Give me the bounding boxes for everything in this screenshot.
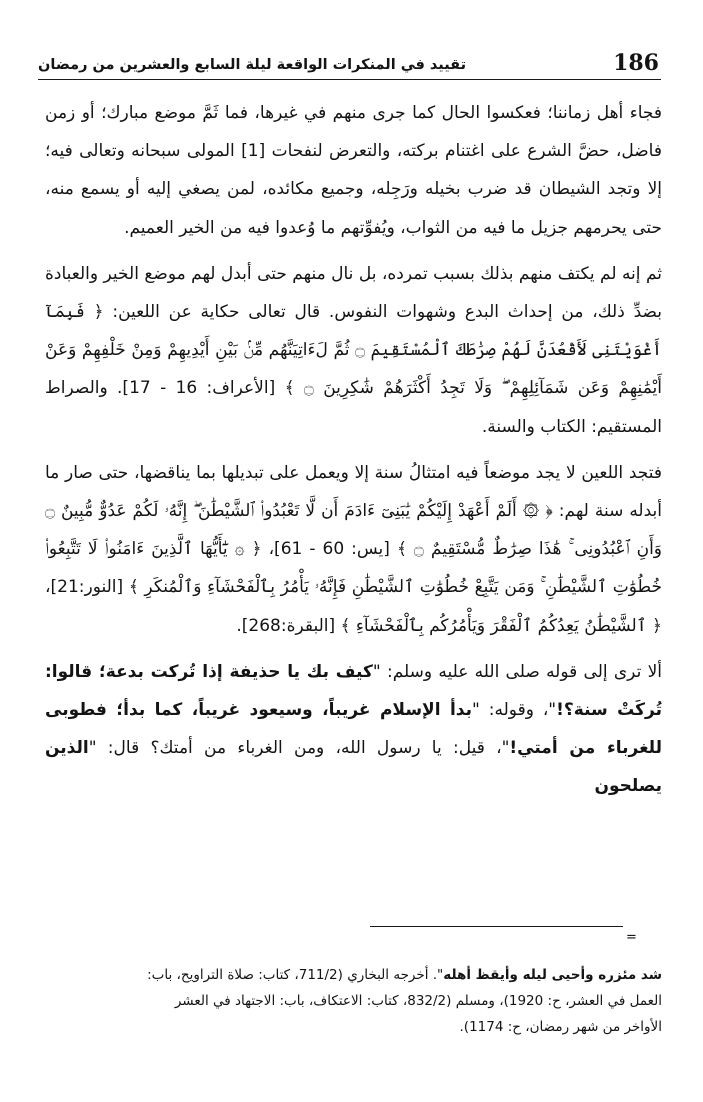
paragraph-4-text-a: ألا ترى إلى قوله صلى الله عليه وسلم: " (372, 661, 662, 682)
citation-nur: [النور:21]، (45, 577, 129, 598)
main-text (45, 94, 662, 806)
citation-yasin: [يس: 60 - 61]، (261, 539, 397, 560)
quran-verse-yasin-60-61: ﴿ ۞ أَلَمْ أَعْهَدْ إِلَيْكُمْ يَٰبَنِىٓ ءَادَمَ أَن لَّا تَعْبُدُوا۟ ٱلشَّيْطَٰنَ ۖ إِنَّهُۥ لَكُمْ عَدُوٌّ مُّبِينٌ ۝ وَأَنِ ٱعْبُدُونِى ۚ هَٰذَا صِرَٰطٌ مُّسْتَقِيمٌ ۝ ﴾ (45, 501, 662, 560)
paragraph-4-text-b: "، وقوله: " (472, 700, 557, 721)
footnote-line-1 (45, 962, 662, 988)
page-number: 186 (613, 50, 659, 76)
paragraph-2 (45, 255, 662, 446)
hadith-continuation: الذين يصلحون (45, 738, 662, 797)
footnote-line-2: العمل في العشر، ح: 1920)، ومسلم (832/2، كتاب: الاعتكاف، باب: الاجتهاد في العشر (174, 993, 662, 1009)
footnote-continuation-mark: = (626, 930, 637, 945)
quran-verse-araf-16-17: ﴿ فَبِمَآ أَغْوَيْتَنِى لَأَقْعُدَنَّ لَهُمْ صِرَٰطَكَ ٱلْمُسْتَقِيمَ ۝ ثُمَّ لَءَاتِيَنَّهُم مِّنۢ بَيْنِ أَيْدِيهِمْ وَمِنْ خَلْفِهِمْ وَعَنْ أَيْمَٰنِهِمْ وَعَن شَمَآئِلِهِمْ ۖ وَلَا تَجِدُ أَكْثَرَهُمْ شَٰكِرِينَ ۝ ﴾ (45, 302, 662, 399)
header-rule (38, 79, 661, 80)
paragraph-3 (45, 454, 662, 645)
quran-verse-baqara-268: ﴿ ٱلشَّيْطَٰنُ يَعِدُكُمُ ٱلْفَقْرَ وَيَأْمُرُكُم بِٱلْفَحْشَآءِ ﴾ (340, 615, 662, 636)
paragraph-1 (45, 94, 662, 247)
paragraph-4-text-c: "، قيل: يا رسول الله، ومن الغرباء من أمتك؟ قال: " (88, 738, 510, 759)
citation-baqara: [البقرة:268]. (236, 615, 341, 636)
page-header (38, 46, 661, 80)
paragraph-2-text-b: [الأعراف: 16 - 17]. والصراط المستقيم: الكتاب والسنة. (45, 378, 662, 437)
footnote (45, 962, 662, 1040)
quran-verse-nur-21: ﴿ ۞ يَٰٓأَيُّهَا ٱلَّذِينَ ءَامَنُوا۟ لَا تَتَّبِعُوا۟ خُطُوَٰتِ ٱلشَّيْطَٰنِ ۚ وَمَن يَتَّبِعْ خُطُوَٰتِ ٱلشَّيْطَٰنِ فَإِنَّهُۥ يَأْمُرُ بِٱلْفَحْشَآءِ وَٱلْمُنكَرِ ﴾ (45, 539, 662, 598)
footnote-line-1-rest: ". أخرجه البخاري (711/2، كتاب: صلاة التراويح، باب: (147, 967, 444, 983)
hadith-hudhayfa: كيف بك يا حذيفة إذا تُركت بدعة؛ قالوا: تُركَتْ سنة؟! (45, 661, 663, 721)
hadith-ghuraba: بدأ الإسلام غريباً، وسيعود غريباً، كما بدأ؛ فطوبى للغرباء من أمتي! (45, 700, 662, 759)
footnote-hadith-text: شد مئزره وأحيى ليله وأيقظ أهله (443, 967, 662, 983)
running-title: تقييد في المنكرات الواقعة ليلة السابع والعشرين من رمضان (38, 57, 467, 73)
footnote-reference-1: [1] (241, 141, 266, 162)
paragraph-1-text-a: فجاء أهل زماننا؛ فعكسوا الحال كما جرى منهم في غيرها، فما ثَمَّ موضع مبارك؛ أو زمن فاضل، حضَّ الشرع على اغتنام بركته، والتعرض لنفحات (45, 103, 662, 162)
paragraph-2-text-a: ثم إنه لم يكتف منهم بذلك بسبب تمرده، بل نال منهم حتى أبدل لهم موضع الخير والعبادة بضدِّ ذلك، من إحداث البدع وشهوات النفوس. قال تعالى حكاية عن اللعين: (45, 263, 662, 323)
paragraph-1-text-b: المولى سبحانه وتعالى فيه؛ إلا وتجد الشيطان قد ضرب بخيله ورَجِله، وجميع مكائده، لمن يصغي إليه أو يسمع منه، حتى يحرمهم جزيل ما فيه من الثواب، ويُفوِّتهم ما وُعدوا فيه من الخير العميم. (45, 141, 662, 238)
paragraph-3-text-a: فتجد اللعين لا يجد موضعاً فيه امتثالُ سنة إلا ويعمل على تبديلها بما يناقضها، حتى صار ما أبدله سنة لهم: (45, 462, 662, 522)
footnote-separator (370, 926, 623, 927)
paragraph-4 (45, 653, 662, 806)
footnote-line-3: الأواخر من شهر رمضان، ح: 1174). (459, 1019, 662, 1035)
